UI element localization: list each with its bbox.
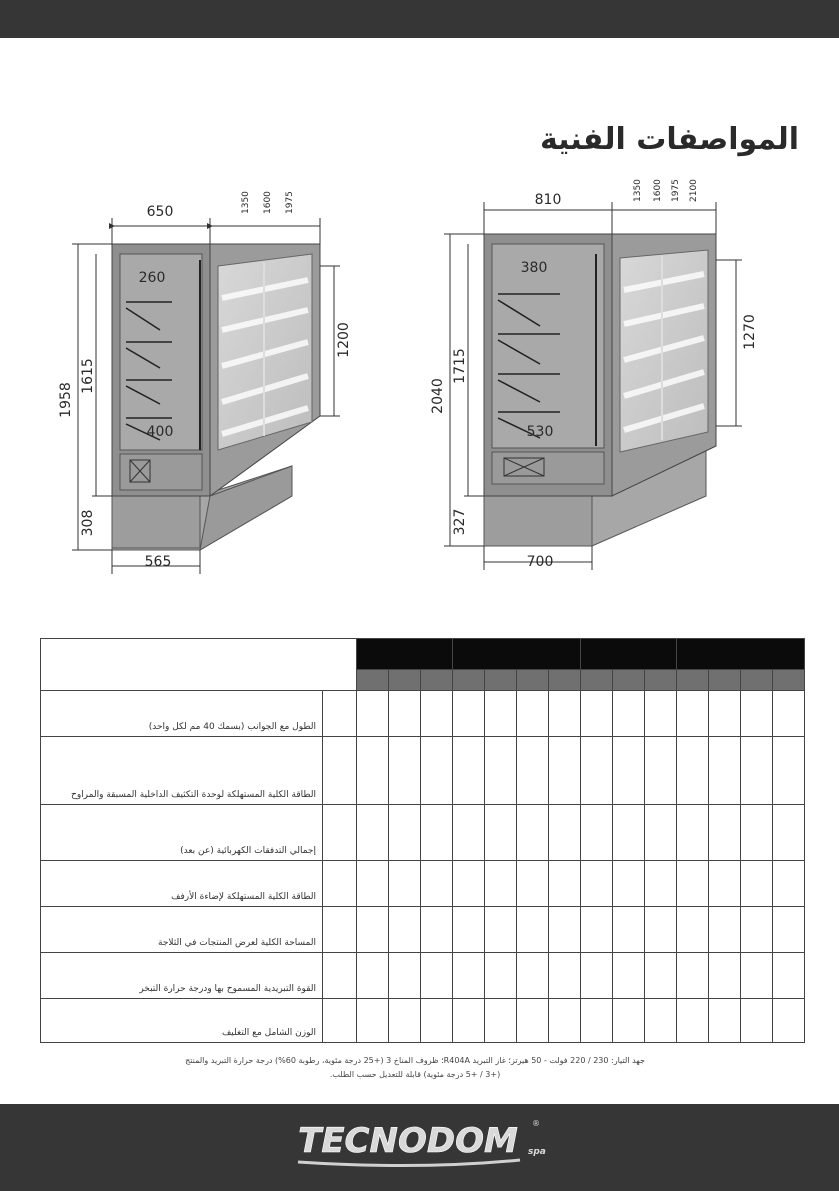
table-cell: [677, 737, 709, 805]
table-cell: [517, 953, 549, 999]
table-cell: [709, 953, 741, 999]
left-length-2: 1600: [263, 191, 273, 214]
table-cell: [677, 861, 709, 907]
table-cell: [389, 861, 421, 907]
table-row: [41, 953, 805, 999]
table-cell: [421, 737, 453, 805]
table-cell: [773, 805, 805, 861]
table-cell: [709, 691, 741, 737]
header-sub: [549, 670, 581, 691]
right-length-2: 1600: [653, 179, 663, 202]
header-sub: [677, 670, 709, 691]
brand-name: TECNODOM: [298, 1121, 518, 1161]
table-cell: [357, 953, 389, 999]
left-shelf-top: 260: [138, 270, 166, 286]
left-shelf-bottom: 400: [146, 424, 174, 440]
table-cell: [677, 999, 709, 1043]
table-cell: [323, 907, 357, 953]
header-sub: [485, 670, 517, 691]
table-cell: [581, 953, 613, 999]
table-cell: [517, 691, 549, 737]
header-group-3: [581, 639, 677, 670]
header-sub: [581, 670, 613, 691]
right-display-height: 1715: [452, 348, 468, 384]
table-cell: [613, 907, 645, 953]
table-cell: [357, 805, 389, 861]
header-sub: [421, 670, 453, 691]
table-cell: [677, 953, 709, 999]
table-cell: [645, 861, 677, 907]
table-cell: [517, 737, 549, 805]
header-sub: [453, 670, 485, 691]
table-row: [41, 691, 805, 737]
table-cell: [323, 861, 357, 907]
table-cell: [421, 907, 453, 953]
left-length-1: 1350: [241, 191, 251, 214]
table-cell: [485, 691, 517, 737]
header-sub: [709, 670, 741, 691]
bottom-bar: [0, 1104, 839, 1191]
spec-table-body: [41, 691, 805, 1043]
row-label: الطاقة الكلية المستهلكة لوحدة التكثيف الداخلية المسبقة والمراوح: [41, 737, 323, 805]
header-sub: [773, 670, 805, 691]
table-cell: [485, 737, 517, 805]
left-glass-height: 1200: [336, 322, 352, 358]
table-cell: [453, 953, 485, 999]
table-cell: [773, 953, 805, 999]
footnote-line-2: (+3 / +5 درجة مئوية) قابلة للتعديل حسب الطلب.: [329, 1070, 501, 1079]
page-title: المواصفات الفنية: [539, 122, 799, 157]
row-label: الطول مع الجوانب (بسمك 40 مم لكل واحد): [41, 691, 323, 737]
header-sub: [613, 670, 645, 691]
table-cell: [517, 999, 549, 1043]
left-base-height: 308: [80, 509, 96, 537]
table-cell: [741, 737, 773, 805]
table-row: [41, 737, 805, 805]
header-group-4: [677, 639, 805, 670]
footnote-line-1: جهد التيار: 230 / 220 فولت - 50 هيرتز؛ غاز التبريد R404A؛ ظروف المناخ 3 (+25 درجة مئوية، رطوبة 60%) درجة حرارة التبريد والمنتج: [185, 1056, 645, 1065]
top-bar: [0, 0, 839, 38]
table-cell: [549, 691, 581, 737]
table-cell: [709, 737, 741, 805]
table-cell: [773, 737, 805, 805]
right-total-height: 2040: [430, 378, 446, 414]
table-cell: [323, 737, 357, 805]
table-cell: [357, 737, 389, 805]
table-cell: [581, 691, 613, 737]
header-group-1: [357, 639, 453, 670]
table-cell: [581, 737, 613, 805]
table-cell: [485, 805, 517, 861]
header-sub: [357, 670, 389, 691]
table-cell: [549, 861, 581, 907]
right-length-3: 1975: [671, 179, 681, 202]
table-row: [41, 999, 805, 1043]
table-cell: [421, 861, 453, 907]
table-cell: [613, 691, 645, 737]
table-cell: [357, 907, 389, 953]
table-cell: [613, 805, 645, 861]
table-cell: [741, 861, 773, 907]
brand-suffix: spa: [528, 1147, 546, 1157]
table-cell: [773, 907, 805, 953]
table-cell: [677, 691, 709, 737]
table-cell: [549, 907, 581, 953]
brand-registered: ®: [532, 1119, 540, 1128]
left-display-height: 1615: [80, 358, 96, 394]
header-sub: [645, 670, 677, 691]
left-length-3: 1975: [285, 191, 295, 214]
table-cell: [645, 999, 677, 1043]
table-cell: [773, 691, 805, 737]
table-cell: [357, 861, 389, 907]
table-cell: [453, 737, 485, 805]
row-label: إجمالي التدفقات الكهربائية (عن بعد): [41, 805, 323, 861]
table-cell: [421, 999, 453, 1043]
table-cell: [485, 953, 517, 999]
table-cell: [645, 737, 677, 805]
header-sub: [389, 670, 421, 691]
right-base-depth: 700: [526, 554, 554, 570]
left-top-width: 650: [146, 204, 174, 220]
right-shelf-bottom: 530: [526, 424, 554, 440]
table-cell: [389, 999, 421, 1043]
table-corner: [41, 639, 357, 691]
table-cell: [549, 805, 581, 861]
table-cell: [389, 907, 421, 953]
table-cell: [517, 805, 549, 861]
right-top-width: 810: [534, 192, 562, 208]
table-cell: [741, 691, 773, 737]
cabinet-right: [484, 234, 716, 546]
table-row: [41, 861, 805, 907]
table-cell: [389, 953, 421, 999]
table-cell: [773, 861, 805, 907]
table-cell: [389, 691, 421, 737]
table-cell: [709, 999, 741, 1043]
table-cell: [709, 805, 741, 861]
table-cell: [549, 737, 581, 805]
table-cell: [421, 805, 453, 861]
table-cell: [581, 907, 613, 953]
table-cell: [389, 805, 421, 861]
right-glass-height: 1270: [742, 314, 758, 350]
table-cell: [741, 953, 773, 999]
table-cell: [613, 737, 645, 805]
table-cell: [323, 999, 357, 1043]
table-cell: [581, 861, 613, 907]
table-cell: [645, 953, 677, 999]
spec-table: [40, 638, 805, 1043]
right-base-height: 327: [452, 508, 468, 536]
tecnodom-logo: [0, 1104, 839, 1191]
table-cell: [741, 907, 773, 953]
table-cell: [645, 691, 677, 737]
table-cell: [517, 861, 549, 907]
row-label: المساحة الكلية لعرض المنتجات في الثلاجة: [41, 907, 323, 953]
table-cell: [677, 907, 709, 953]
header-sub: [517, 670, 549, 691]
left-base-depth: 565: [144, 554, 172, 570]
table-cell: [677, 805, 709, 861]
table-cell: [613, 999, 645, 1043]
table-cell: [581, 999, 613, 1043]
table-cell: [549, 953, 581, 999]
table-cell: [421, 953, 453, 999]
table-cell: [323, 805, 357, 861]
table-cell: [741, 805, 773, 861]
table-row: [41, 907, 805, 953]
table-cell: [453, 805, 485, 861]
table-cell: [421, 691, 453, 737]
table-cell: [645, 907, 677, 953]
technical-drawing: [0, 170, 839, 600]
footnote: [60, 1054, 770, 1082]
table-cell: [323, 691, 357, 737]
table-cell: [453, 907, 485, 953]
row-label: الوزن الشامل مع التغليف: [41, 999, 323, 1043]
table-cell: [453, 691, 485, 737]
table-cell: [709, 907, 741, 953]
left-total-height: 1958: [58, 382, 74, 418]
header-sub: [741, 670, 773, 691]
table-cell: [357, 999, 389, 1043]
row-label: القوة التبريدية المسموح بها ودرجة حرارة التبخر: [41, 953, 323, 999]
table-cell: [485, 907, 517, 953]
table-cell: [773, 999, 805, 1043]
table-cell: [741, 999, 773, 1043]
table-cell: [517, 907, 549, 953]
table-cell: [613, 861, 645, 907]
table-cell: [709, 861, 741, 907]
table-cell: [581, 805, 613, 861]
table-cell: [549, 999, 581, 1043]
table-row: [41, 805, 805, 861]
table-cell: [357, 691, 389, 737]
table-cell: [389, 737, 421, 805]
row-label: الطاقة الكلية المستهلكة لإضاءة الأرفف: [41, 861, 323, 907]
table-cell: [485, 861, 517, 907]
table-cell: [485, 999, 517, 1043]
table-cell: [613, 953, 645, 999]
table-cell: [645, 805, 677, 861]
table-cell: [453, 999, 485, 1043]
table-cell: [323, 953, 357, 999]
right-length-4: 2100: [689, 179, 699, 202]
table-cell: [453, 861, 485, 907]
cabinet-left: [112, 244, 320, 550]
right-length-1: 1350: [633, 179, 643, 202]
header-group-2: [453, 639, 581, 670]
right-shelf-top: 380: [520, 260, 548, 276]
